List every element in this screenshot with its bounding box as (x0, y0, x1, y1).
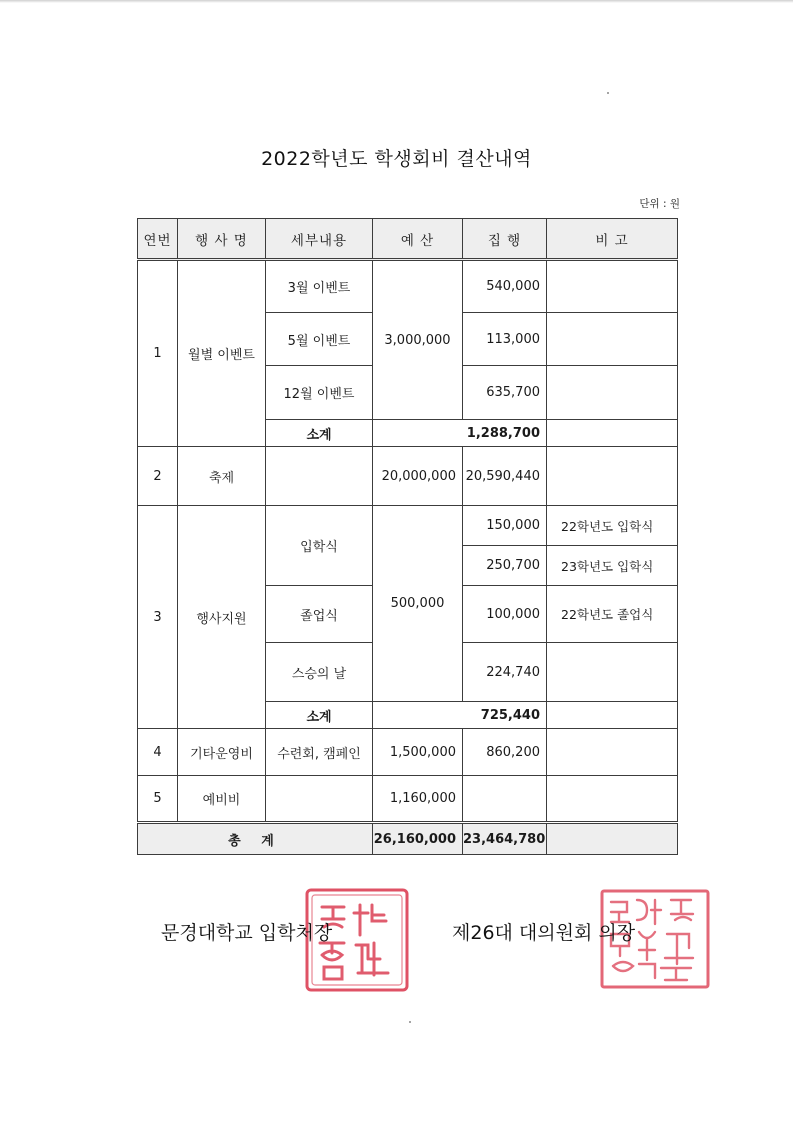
row-detail: 수련회, 캠페인 (266, 729, 373, 776)
row-no: 5 (138, 776, 178, 823)
row-detail (266, 447, 373, 506)
row-detail: 졸업식 (266, 586, 373, 643)
header-note: 비 고 (547, 219, 678, 260)
row-spent: 224,740 (463, 643, 547, 702)
row-note (547, 776, 678, 823)
row-note (547, 313, 678, 366)
table-header-row (138, 219, 678, 260)
row-budget: 1,500,000 (373, 729, 463, 776)
row-spent: 540,000 (463, 260, 547, 313)
scan-speck (607, 92, 609, 94)
row-event: 월별 이벤트 (178, 260, 266, 447)
grand-total-budget: 26,160,000 (373, 823, 463, 855)
row-note (547, 420, 678, 447)
header-no: 연번 (138, 219, 178, 260)
signatory-admissions: 문경대학교 입학처장 (161, 922, 333, 944)
row-note: 23학년도 입학식 (547, 546, 678, 586)
row-note (547, 366, 678, 420)
signatory-council: 제26대 대의원회 의장 (452, 922, 636, 944)
row-event: 예비비 (178, 776, 266, 823)
document-title: 2022학년도 학생회비 결산내역 (261, 148, 532, 170)
header-event: 행 사 명 (178, 219, 266, 260)
row-spent: 100,000 (463, 586, 547, 643)
grand-total-spent: 23,464,780 (463, 823, 547, 855)
row-budget: 3,000,000 (373, 260, 463, 420)
scan-speck (409, 1021, 411, 1023)
grand-total-row (138, 823, 678, 855)
row-spent: 250,700 (463, 546, 547, 586)
row-spent: 635,700 (463, 366, 547, 420)
subtotal-value: 1,288,700 (373, 420, 547, 447)
row-no: 4 (138, 729, 178, 776)
row-event: 축제 (178, 447, 266, 506)
header-spent: 집 행 (463, 219, 547, 260)
grand-total-label: 총 계 (138, 823, 373, 855)
table-row (138, 729, 678, 776)
row-note (547, 702, 678, 729)
row-no: 3 (138, 506, 178, 729)
row-note (547, 729, 678, 776)
subtotal-label: 소계 (266, 420, 373, 447)
header-budget: 예 산 (373, 219, 463, 260)
scan-edge (0, 0, 793, 3)
table-row (138, 447, 678, 506)
row-budget: 1,160,000 (373, 776, 463, 823)
row-note: 22학년도 입학식 (547, 506, 678, 546)
row-detail: 3월 이벤트 (266, 260, 373, 313)
row-spent: 113,000 (463, 313, 547, 366)
row-event: 기타운영비 (178, 729, 266, 776)
subtotal-label: 소계 (266, 702, 373, 729)
row-detail: 스승의 날 (266, 643, 373, 702)
table-row (138, 260, 678, 313)
row-detail (266, 776, 373, 823)
row-detail: 입학식 (266, 506, 373, 586)
subtotal-value: 725,440 (373, 702, 547, 729)
row-no: 1 (138, 260, 178, 447)
settlement-table (137, 218, 678, 855)
header-detail: 세부내용 (266, 219, 373, 260)
row-detail: 5월 이벤트 (266, 313, 373, 366)
row-spent: 150,000 (463, 506, 547, 546)
row-budget: 500,000 (373, 506, 463, 702)
table-row (138, 776, 678, 823)
row-spent (463, 776, 547, 823)
row-event: 행사지원 (178, 506, 266, 729)
row-spent: 20,590,440 (463, 447, 547, 506)
row-note (547, 447, 678, 506)
row-spent: 860,200 (463, 729, 547, 776)
grand-total-note (547, 823, 678, 855)
row-note (547, 643, 678, 702)
row-note (547, 260, 678, 313)
row-note: 22학년도 졸업식 (547, 586, 678, 643)
table-row (138, 506, 678, 546)
unit-label: 단위 : 원 (639, 198, 680, 210)
row-budget: 20,000,000 (373, 447, 463, 506)
row-no: 2 (138, 447, 178, 506)
row-detail: 12월 이벤트 (266, 366, 373, 420)
